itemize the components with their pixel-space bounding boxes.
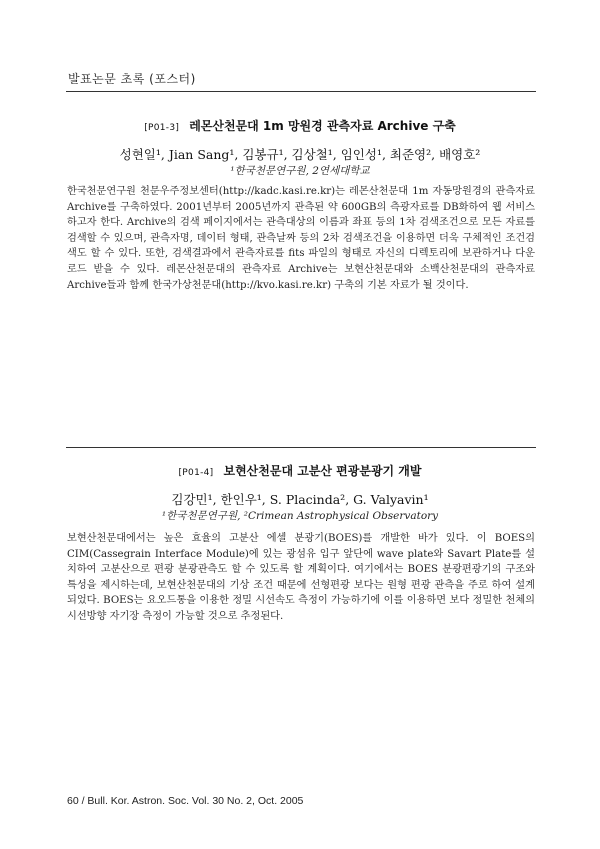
abstract-text: 보현산천문대에서는 높은 효율의 고분산 에셀 분광기(BOES)를 개발한 바가 있다. 이 BOES의 CIM(Cassegrain Interface Module)에 있는 광섬유 입구 앞단에 wave plate와 Savart Plate를 설치하여 고분산으로 편광 분광관측도 할 수 있도록 할 계획이다. 여기에서는 BOES 분광편광기의 구조와 특성을 제시하는데, 보현산천문대의 기상 조건 때문에 선형편광 보다는 원형 편광 관측을 주로 하여 설계되었다. BOES는 요오드통을 이용한 정밀 시선속도 측정이 가능하기에 이를 이용하면 보다 정밀한 천체의 시선방향 자기장 측정이 가능할 것으로 추정된다. (67, 533, 535, 622)
abstract-text: 한국천문연구원 천문우주정보센터(http://kadc.kasi.re.kr)는 레몬산천문대 1m 자동망원경의 관측자료 Archive를 구축하였다. 2001년부터 2005년까지 관측된 약 600GB의 측광자료를 DB화하여 웹 서비스하고자 한다. Archive의 검색 페이지에서는 관측대상의 이름과 좌표 등의 1차 검색조건으로 모든 자료를 검색할 수 있으며, 관측자명, 데이터 형태, 관측날짜 등의 2차 검색조건을 이용하면 더욱 구체적인 조건검색도 할 수 있다. 또한, 검색결과에서 관측자료를 fits 파일의 형태로 자신의 디렉토리에 보관하거나 다운로드 받을 수 있다. 레몬산천문대의 관측자료 Archive는 보현산천문대와 소백산천문대의 관측자료 Archive들과 함께 한국가상천문대(http://kvo.kasi.re.kr) 구축의 기본 자료가 될 것이다. (67, 186, 535, 291)
paper-code: [P01-4] (178, 468, 214, 478)
section-header: 발표논문 초록 (포스터) (68, 72, 196, 86)
paper-affiliation: ¹한국천문연구원, 2연세대학교 (230, 165, 370, 177)
header-rule (66, 91, 536, 92)
paper-abstract (67, 531, 535, 625)
paper-abstract (67, 184, 535, 293)
paper-title-line-1 (0, 117, 600, 134)
paper-title: 레몬산천문대 1m 망원경 관측자료 Archive 구축 (189, 119, 456, 133)
section-divider (66, 447, 536, 448)
paper-title-line-2 (0, 462, 600, 479)
page-footer: 60 / Bull. Kor. Astron. Soc. Vol. 30 No. 2, Oct. 2005 (67, 795, 304, 807)
paper-affiliation: ¹한국천문연구원, ²Crimean Astrophysical Observatory (161, 510, 439, 522)
paper-authors: 성현일¹, Jian Sang¹, 김봉규¹, 김상철¹, 임인성¹, 최준영², 배영호² (119, 147, 481, 162)
paper-authors: 김강민¹, 한인우¹, S. Placinda², G. Valyavin¹ (171, 492, 429, 507)
paper-title: 보현산천문대 고분산 편광분광기 개발 (223, 464, 422, 478)
paper-code: [P01-3] (144, 123, 180, 133)
